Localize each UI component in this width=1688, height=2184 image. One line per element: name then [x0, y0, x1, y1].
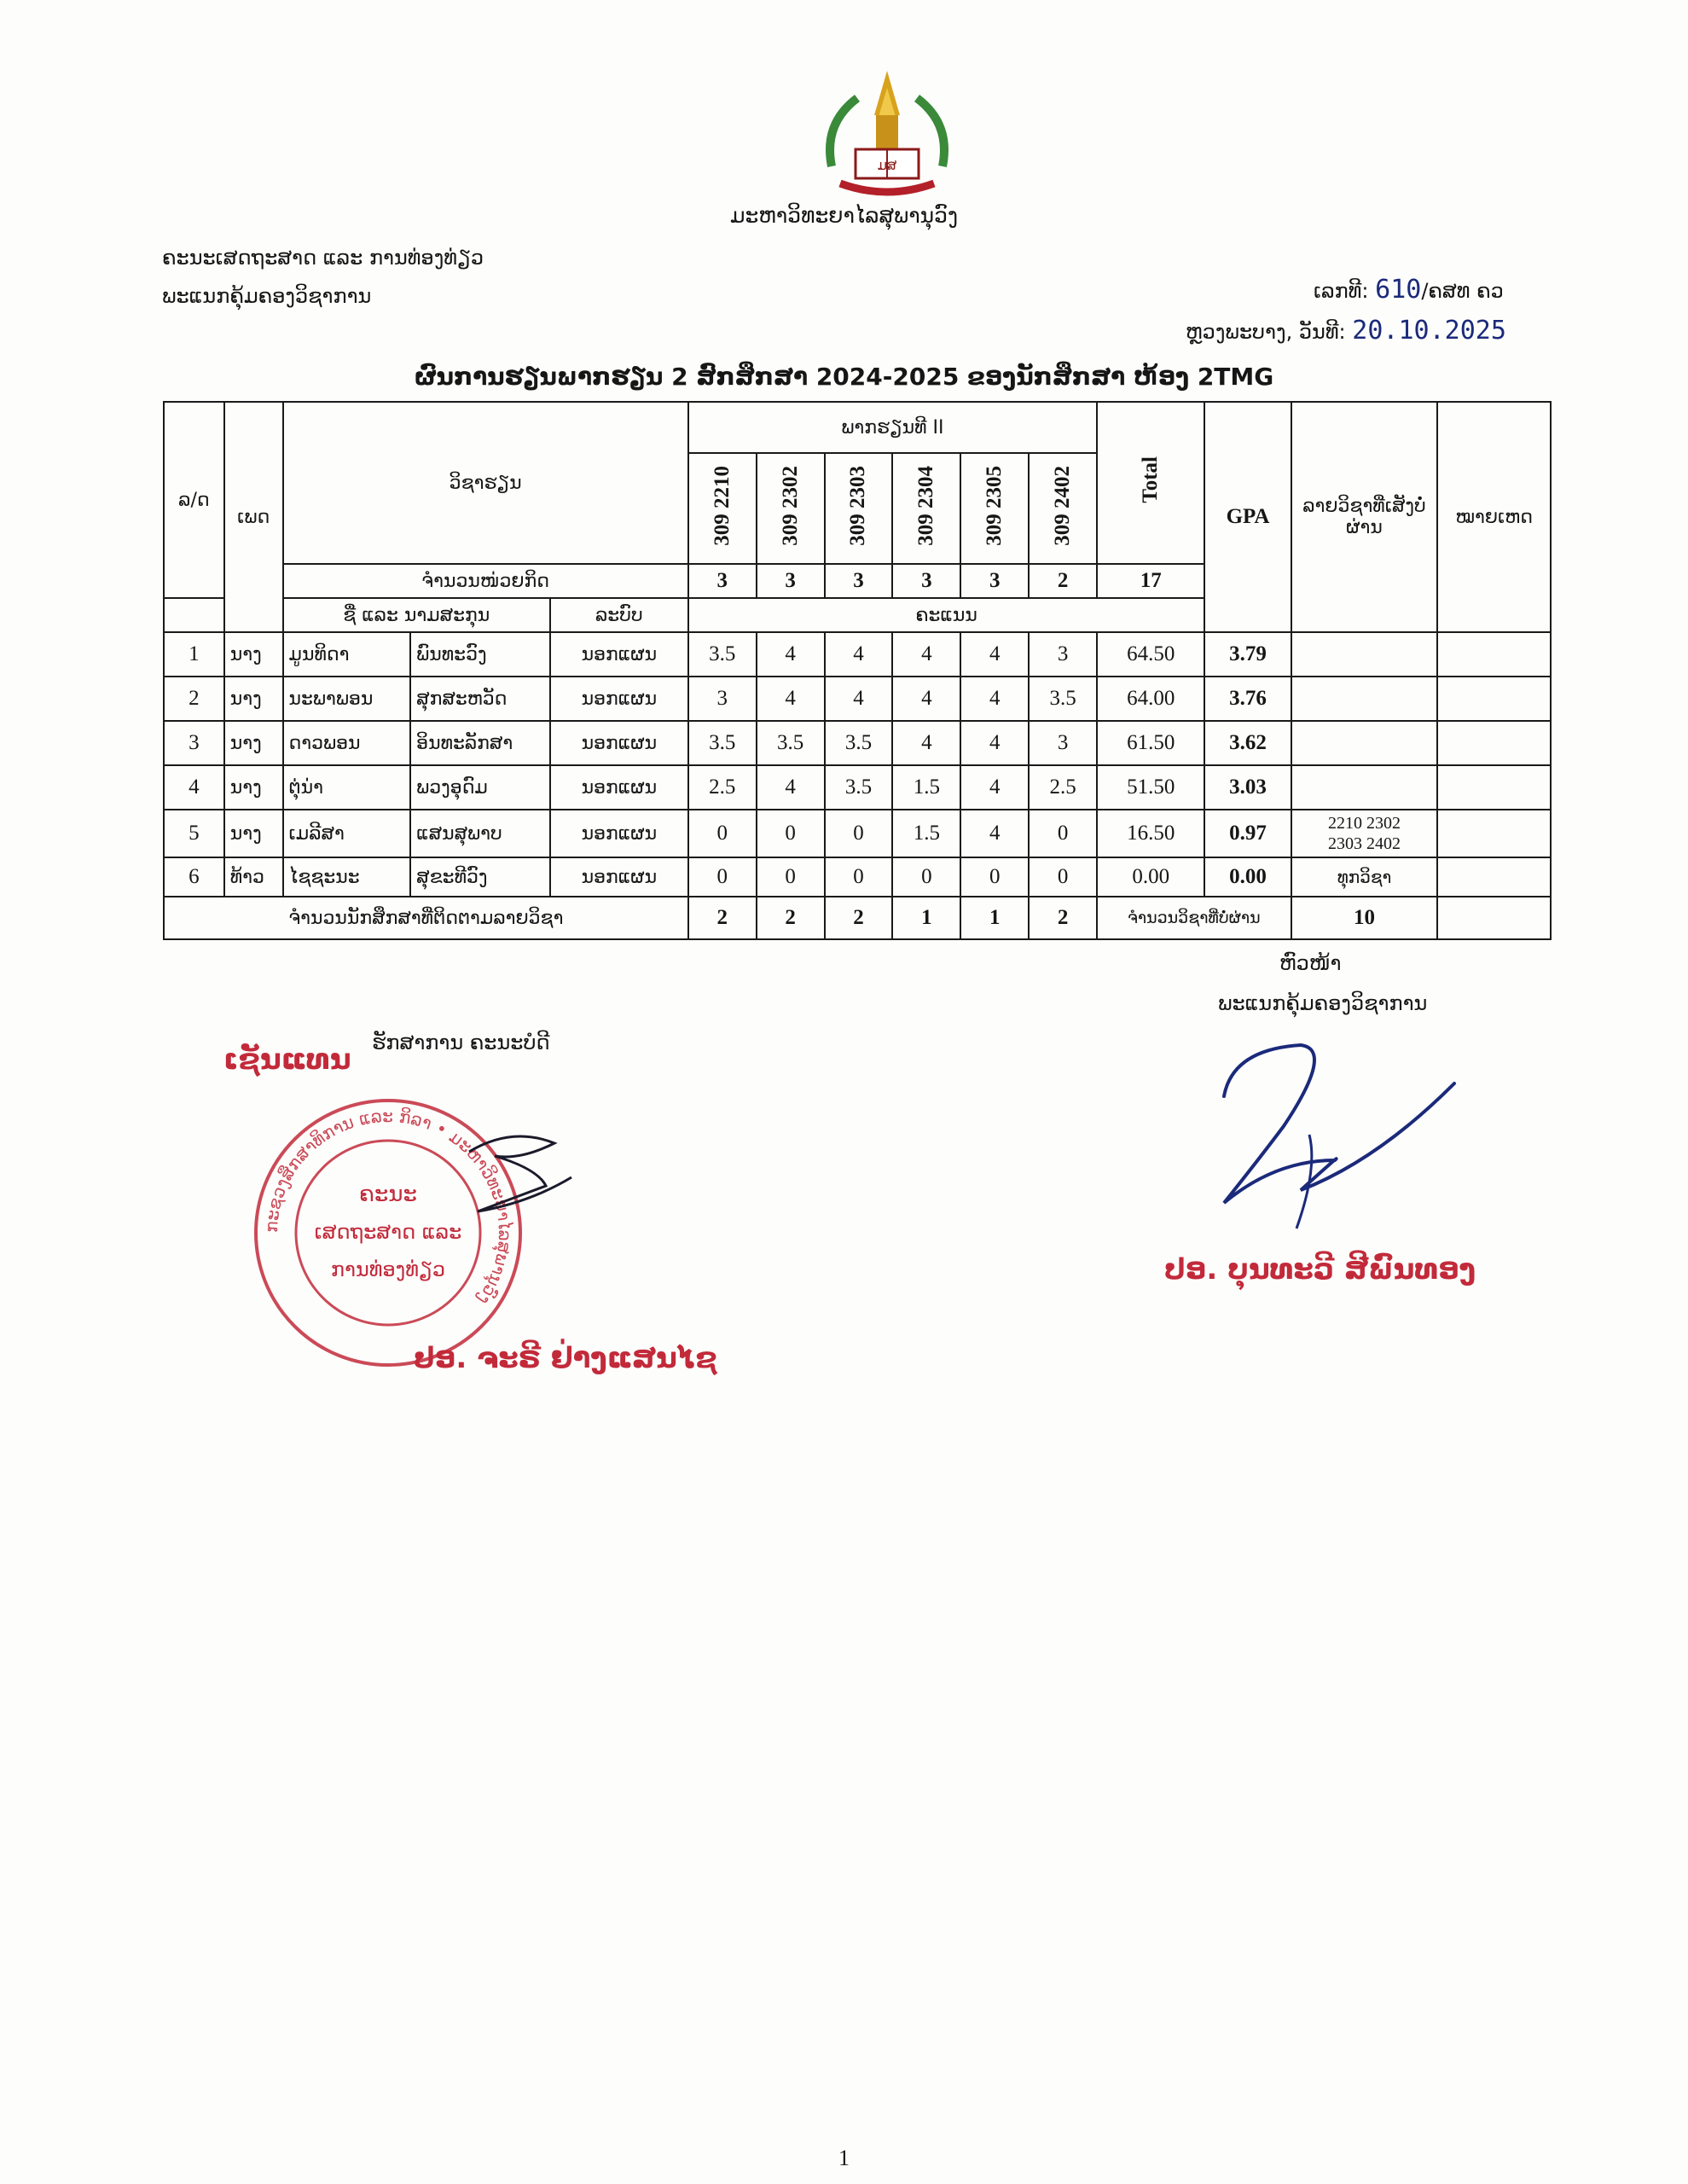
svg-text:ມສ: ມສ — [877, 157, 897, 173]
svg-text:ເສດຖະສາດ ແລະ: ເສດຖະສາດ ແລະ — [314, 1220, 462, 1244]
svg-text:ກະຊວງສຶກສາທິການ ແລະ ກິລາ • ມະຫ: ກະຊວງສຶກສາທິການ ແລະ ກິລາ • ມະຫາວິທະຍາໄລສຸພານຸວົງ — [260, 1105, 516, 1309]
col-subject-header: ວິຊາຮຽນ — [283, 402, 688, 564]
credits-total: 17 — [1097, 564, 1204, 598]
doc-no-value: 610 — [1375, 275, 1422, 305]
results-table — [163, 401, 1552, 940]
table-row: 2 ນາງ ນະພາພອນ ສຸກສະຫວັດ ນອກແຜນ 3 4 4 4 4 3.5 64.00 3.76 — [164, 677, 1551, 721]
total-header: Total — [1097, 402, 1204, 564]
document-date — [1186, 316, 1506, 346]
course-header: 309 2303 — [825, 453, 893, 564]
failed-subjects-header: ລາຍວິຊາທີ່ເສັງບໍ່ຜ່ານ — [1291, 402, 1438, 632]
date-label: ຫຼວງພະບາງ, ວັນທີ: — [1186, 320, 1346, 344]
remark-header: ໝາຍເຫດ — [1437, 402, 1551, 632]
course-header: 309 2304 — [892, 453, 960, 564]
summary-failed-label: ຈຳນວນວິຊາທີ່ບໍ່ຜ່ານ — [1097, 897, 1291, 939]
table-row: 4 ນາງ ຕຸ່ນ່າ ພວງອຸດົມ ນອກແຜນ 2.5 4 3.5 1.5 4 2.5 51.50 3.03 — [164, 765, 1551, 810]
course-header: 309 2305 — [960, 453, 1029, 564]
summary-label: ຈຳນວນນັກສຶກສາທີ່ຕິດຕາມລາຍວິຊາ — [164, 897, 688, 939]
doc-no-suffix: /ຄສທ ຄວ — [1421, 279, 1504, 303]
credit-cell: 3 — [757, 564, 825, 598]
course-header: 309 2210 — [688, 453, 757, 564]
course-header: 309 2402 — [1029, 453, 1097, 564]
document-number — [1314, 275, 1504, 305]
summary-row: ຈຳນວນນັກສຶກສາທີ່ຕິດຕາມລາຍວິຊາ 2 2 2 1 1 2 ຈຳນວນວິຊາທີ່ບໍ່ຜ່ານ 10 — [164, 897, 1551, 939]
credit-cell: 3 — [892, 564, 960, 598]
gpa-header: GPA — [1204, 402, 1291, 632]
svg-text:ການທ່ອງທ່ຽວ: ການທ່ອງທ່ຽວ — [330, 1258, 446, 1281]
name-header: ຊື່ ແລະ ນາມສະກຸນ — [283, 598, 550, 632]
table-row: 1 ນາງ ມູນທິດາ ພົນທະວົງ ນອກແຜນ 3.5 4 4 4 4 3 64.50 3.79 — [164, 632, 1551, 677]
right-signature — [1207, 1032, 1480, 1237]
right-signer-name: ປອ. ບຸນທະວີ ສີພົນທອງ — [1164, 1252, 1476, 1287]
table-row: 6 ທ້າວ ໄຊຊະນະ ສຸຂະທີວົງ ນອກແຜນ 0 0 0 0 0 0 0.00 0.00 ທຸກວິຊາ — [164, 857, 1551, 897]
credit-cell: 3 — [825, 564, 893, 598]
faculty-name: ຄະນະເສດຖະສາດ ແລະ ການທ່ອງທ່ຽວ — [162, 246, 484, 270]
date-value: 20.10.2025 — [1352, 316, 1506, 346]
head-office: ພະແນກຄຸ້ມຄອງວິຊາການ — [1218, 991, 1428, 1015]
university-name: ມະຫາວິທະຍາໄລສຸພານຸວົງ — [729, 203, 959, 228]
acting-title: ຮັກສາການ ຄະນະບໍດີ — [372, 1031, 550, 1054]
page-title: ຜົນການຮຽນພາກຮຽນ 2 ສົກສຶກສາ 2024-2025 ຂອງນັກສຶກສາ ຫ້ອງ 2TMG — [414, 363, 1274, 391]
summary-failed-value: 10 — [1291, 897, 1438, 939]
office-name: ພະແນກຄຸ້ມຄອງວິຊາການ — [162, 284, 372, 308]
credit-cell: 3 — [688, 564, 757, 598]
left-signer-name: ປອ. ຈະຣີ ຢ່າງແສນໄຊ — [414, 1341, 717, 1375]
table-row: 3 ນາງ ດາວພອນ ອິນທະລັກສາ ນອກແຜນ 3.5 3.5 3.5 4 4 3 61.50 3.62 — [164, 721, 1551, 765]
head-title: ຫົວໜ້າ — [1279, 951, 1342, 975]
course-header: 309 2302 — [757, 453, 825, 564]
doc-no-label: ເລກທີ: — [1314, 279, 1369, 303]
credits-label: ຈຳນວນໜ່ວຍກິດ — [283, 564, 688, 598]
credit-cell: 2 — [1029, 564, 1097, 598]
university-logo — [815, 64, 960, 205]
on-behalf-label: ເຊັນແທນ — [223, 1043, 351, 1077]
col-no-header: ລ/ດ — [164, 402, 224, 598]
type-header: ລະບົບ — [550, 598, 688, 632]
score-header: ຄະແນນ — [688, 598, 1205, 632]
semester-header: ພາກຮຽນທີ II — [688, 402, 1097, 453]
col-gender-header: ເພດ — [224, 402, 283, 632]
page-number: 1 — [838, 2146, 850, 2170]
svg-text:ຄະນະ: ຄະນະ — [359, 1182, 417, 1207]
credit-cell: 3 — [960, 564, 1029, 598]
table-row: 5 ນາງ ເມລີສາ ແສນສຸພາບ ນອກແຜນ 0 0 0 1.5 4 0 16.50 0.97 2210 2302 2303 2402 — [164, 810, 1551, 857]
left-signature — [461, 1118, 580, 1228]
